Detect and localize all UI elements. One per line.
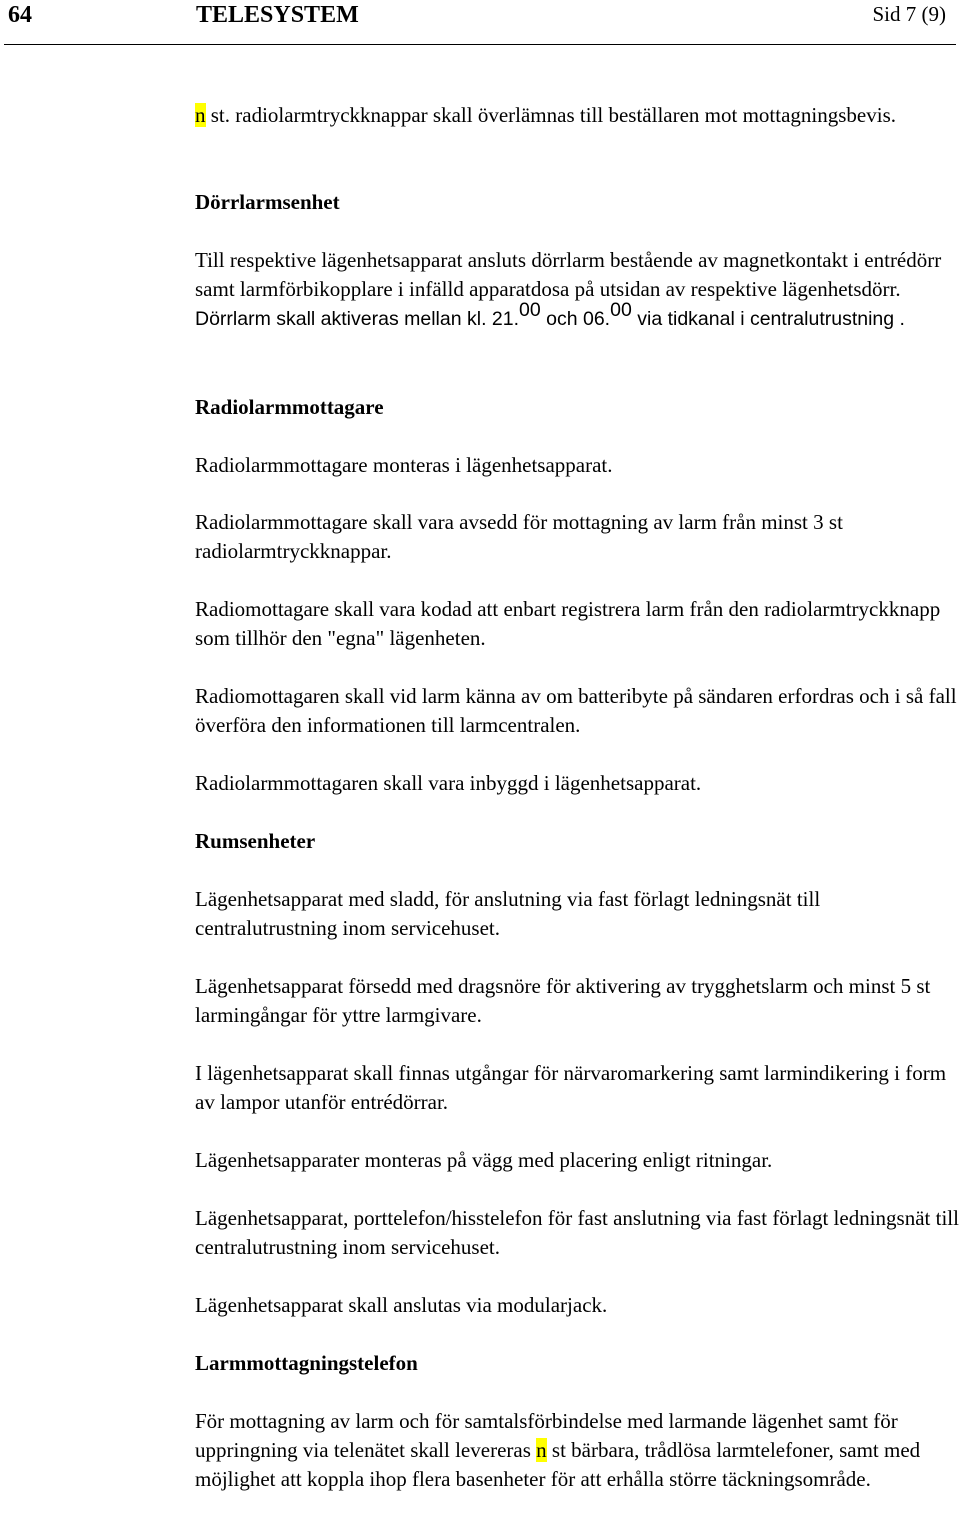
- heading-alarm-phone: Larmmottagningstelefon: [195, 1351, 418, 1375]
- alarm-phone-paragraph: [195, 1407, 960, 1495]
- alarm-phone-text: För mottagning av larm och för samtalsförbindelse med larmande lägenhet samt för uppringning via telenätet skall levereras: [195, 1409, 898, 1463]
- time-superscript: 00: [519, 299, 541, 322]
- heading-door-alarm: Dörrlarmsenhet: [195, 190, 340, 214]
- highlighted-quantity: n: [536, 1438, 547, 1463]
- receiver-paragraph: Radiolarmmottagaren skall vara inbyggd i lägenhetsapparat.: [195, 771, 702, 795]
- page-header: [0, 0, 960, 46]
- room-unit-paragraph: Lägenhetsapparat med sladd, för anslutning via fast förlagt ledningsnät till centralutrustning inom servicehuset.: [195, 887, 821, 941]
- page-number: 64: [8, 2, 32, 28]
- room-unit-paragraph: I lägenhetsapparat skall finnas utgångar för närvaromarkering samt larmindikering i form av lampor utanför entrédörrar.: [195, 1061, 947, 1115]
- time-superscript: 00: [610, 299, 632, 322]
- door-alarm-paragraph: [195, 246, 960, 335]
- door-alarm-activation-text: och 06.: [540, 308, 611, 331]
- highlighted-quantity: n: [195, 103, 206, 127]
- intro-paragraph: [195, 101, 960, 130]
- intro-text: st. radiolarmtryckknappar skall överlämnas till beställaren mot mottagningsbevis.: [205, 103, 896, 127]
- receiver-paragraph: Radiolarmmottagare monteras i lägenhetsapparat.: [195, 453, 613, 477]
- sheet-number: Sid 7 (9): [872, 2, 946, 26]
- room-unit-paragraph: Lägenhetsapparat, porttelefon/hisstelefon för fast anslutning via fast förlagt ledningsnät till centralutrustning inom servicehuset.: [195, 1206, 959, 1260]
- heading-radio-receiver: Radiolarmmottagare: [195, 395, 384, 419]
- receiver-paragraph: Radiomottagare skall vara kodad att enbart registrera larm från den radiolarmtryckknapp som tillhör den "egna" lägenheten.: [195, 597, 941, 651]
- door-alarm-activation-text: via tidkanal i centralutrustning .: [631, 308, 905, 331]
- room-unit-paragraph: Lägenhetsapparat försedd med dragsnöre för aktivering av trygghetslarm och minst 5 st larmingångar för yttre larmgivare.: [195, 974, 931, 1028]
- receiver-paragraph: Radiomottagaren skall vid larm känna av om batteribyte på sändaren erfordras och i så fall överföra den informationen till larmcentralen.: [195, 684, 957, 738]
- heading-room-units: Rumsenheter: [195, 829, 316, 853]
- room-unit-paragraph: Lägenhetsapparat skall anslutas via modularjack.: [195, 1293, 608, 1317]
- room-unit-paragraph: Lägenhetsapparater monteras på vägg med placering enligt ritningar.: [195, 1148, 773, 1172]
- door-alarm-activation-text: Dörrlarm skall aktiveras mellan kl. 21.: [195, 308, 520, 331]
- alarm-phone-text: st bärbara, trådlösa larmtelefoner, samt med möjlighet att koppla ihop flera basenheter för att erhålla större täckningsområde.: [195, 1438, 921, 1492]
- receiver-paragraph: Radiolarmmottagare skall vara avsedd för mottagning av larm från minst 3 st radiolarmtryckknappar.: [195, 510, 843, 564]
- door-alarm-text: Till respektive lägenhetsapparat ansluts dörrlarm bestående av magnetkontakt i entrédörr samt larmförbikopplare i infälld apparatdosa på utsidan av respektive lägenhetsdörr.: [195, 248, 942, 302]
- system-title: TELESYSTEM: [196, 2, 359, 28]
- header-divider: [4, 44, 956, 45]
